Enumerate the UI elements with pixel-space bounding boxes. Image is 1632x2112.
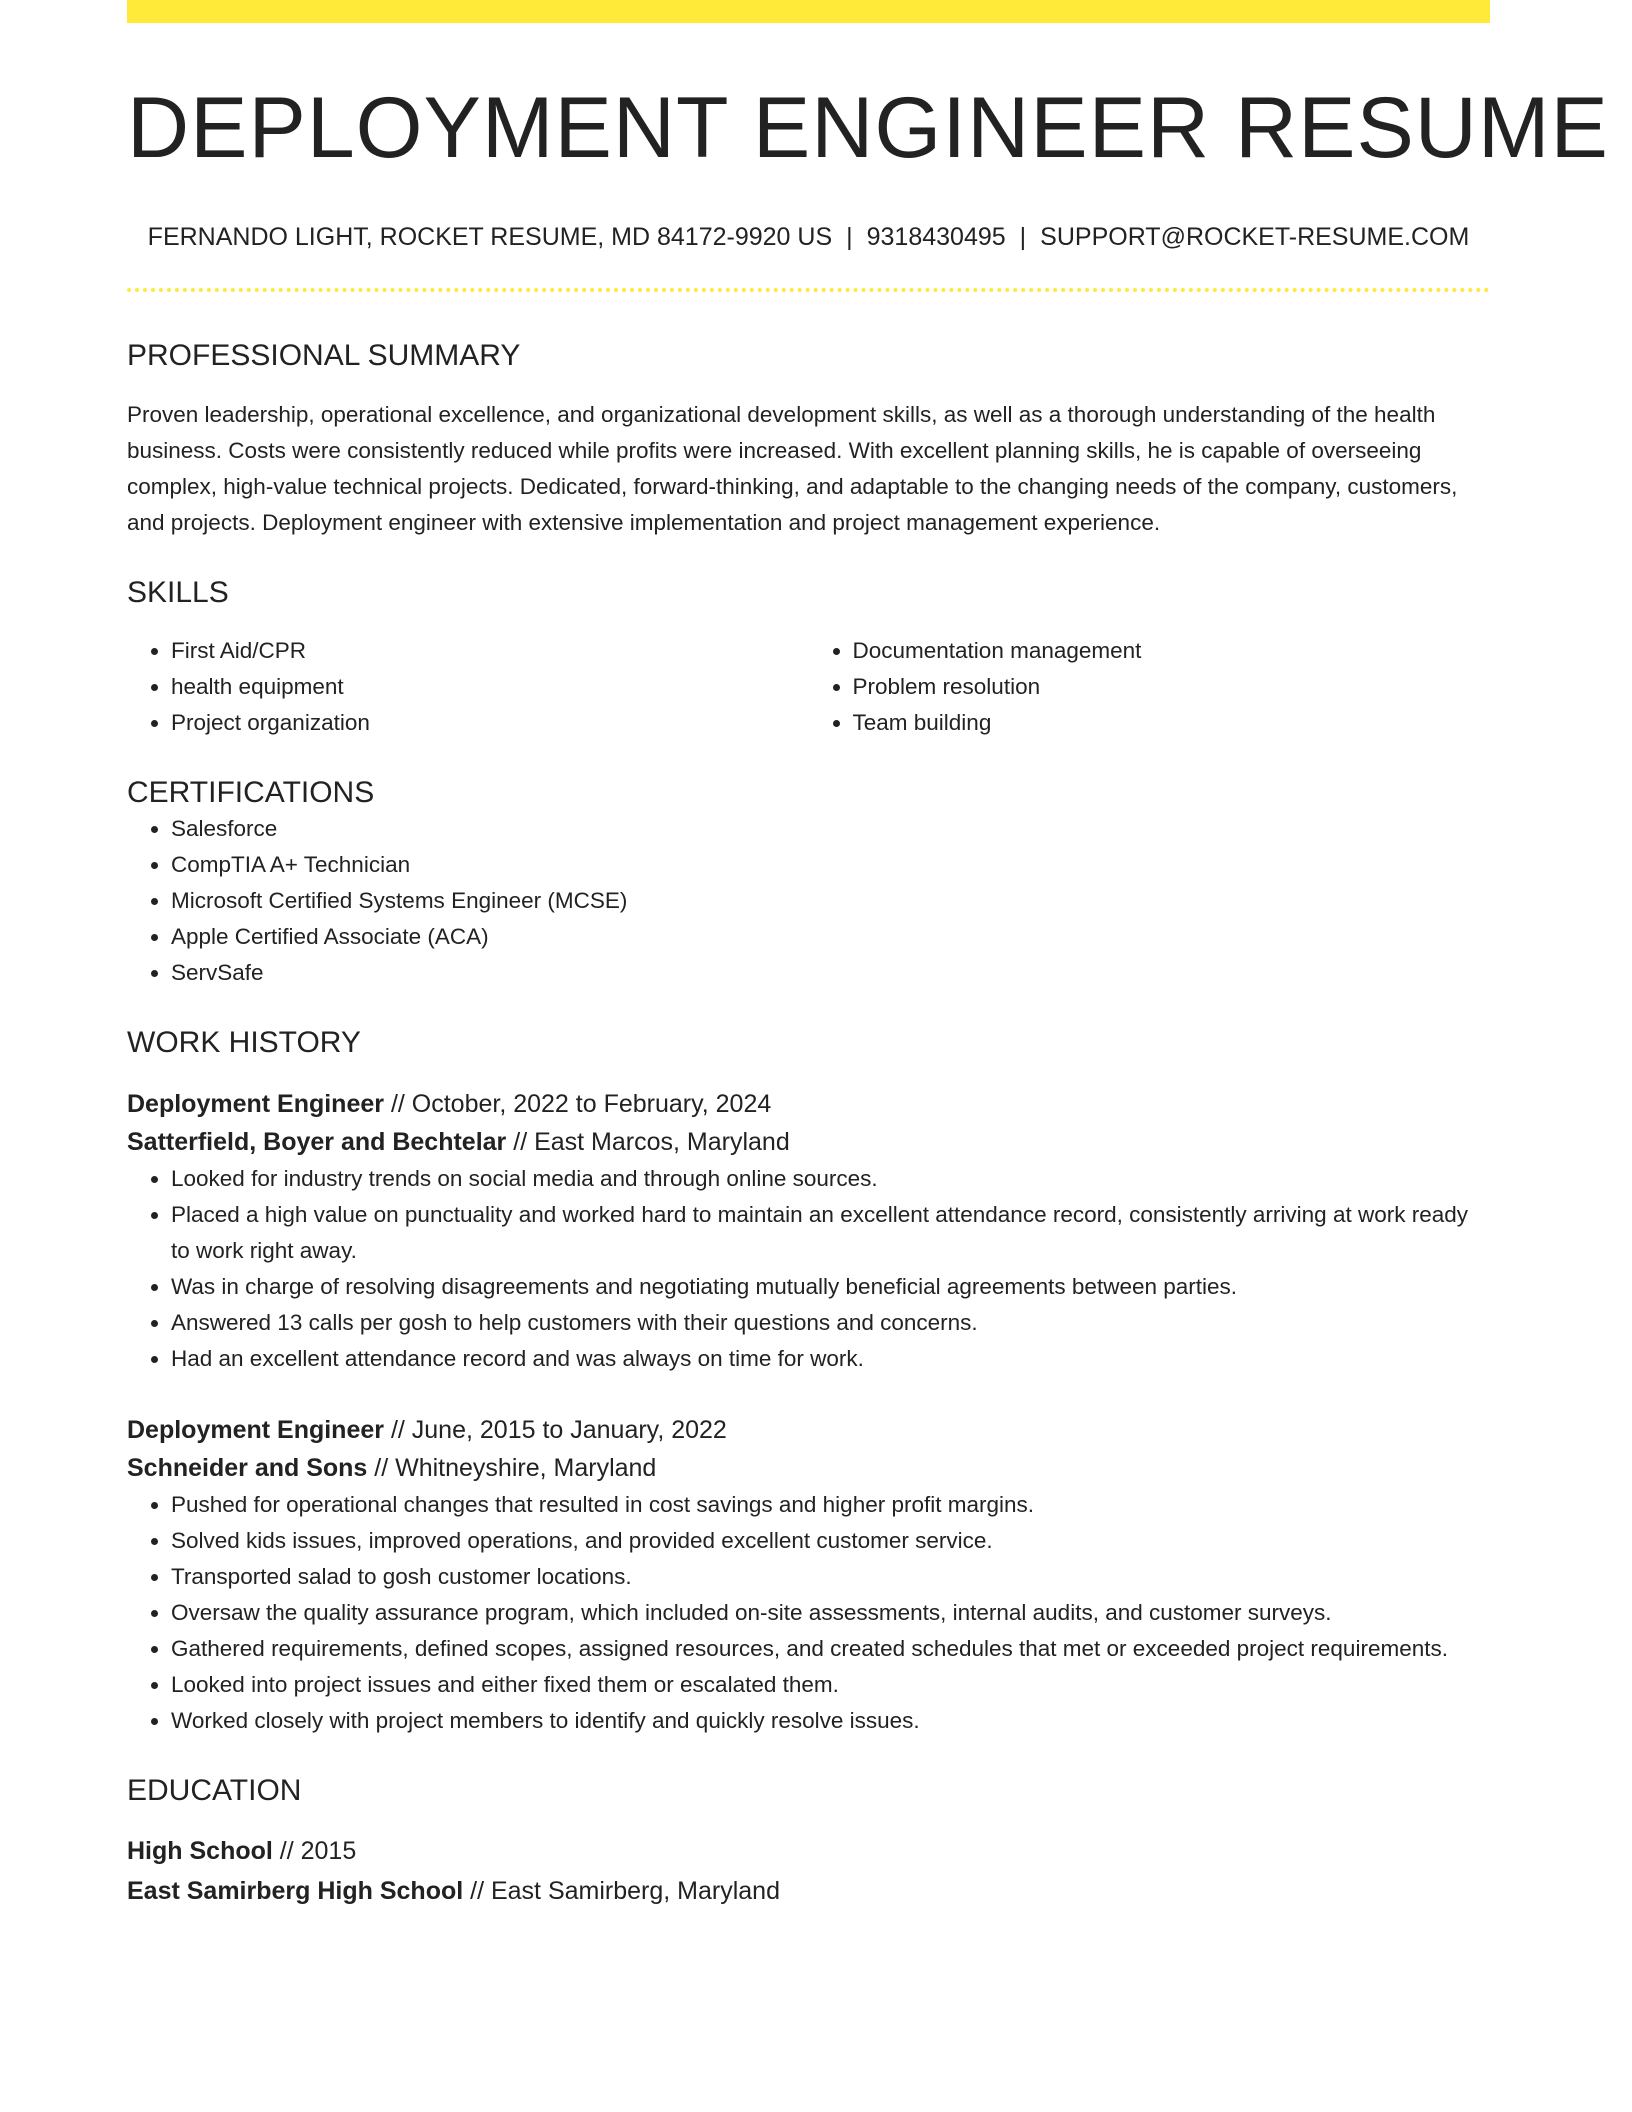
resume-title: DEPLOYMENT ENGINEER RESUME: [127, 80, 1609, 176]
job-dates: // October, 2022 to February, 2024: [384, 1089, 772, 1118]
education-entry: [127, 1831, 1490, 1911]
job-duty: • Looked into project issues and either fixed them or escalated them.: [171, 1667, 1490, 1703]
job-company-line: [127, 1123, 1490, 1161]
job-duty: • Placed a high value on punctuality and worked hard to maintain an excellent attendance record, consistently arriving at work ready to work right away.: [171, 1197, 1490, 1269]
section-heading-work-history: WORK HISTORY: [127, 1025, 361, 1059]
contact-separator: |: [846, 222, 853, 251]
job-title-line: [127, 1411, 1490, 1449]
skills-columns: [127, 633, 1490, 741]
job-entry: [127, 1085, 1490, 1377]
skill-item: • First Aid/CPR: [171, 633, 809, 669]
job-dates: // June, 2015 to January, 2022: [384, 1415, 727, 1444]
contact-address: FERNANDO LIGHT, ROCKET RESUME, MD 84172-9920 US: [147, 222, 833, 251]
skill-item: • Documentation management: [853, 633, 1491, 669]
contact-separator: |: [1019, 222, 1027, 251]
job-company: Schneider and Sons: [127, 1453, 368, 1482]
education-location: // East Samirberg, Maryland: [463, 1876, 780, 1905]
education-degree: High School: [127, 1836, 273, 1865]
skills-list-left: [127, 633, 809, 741]
job-duty: • Solved kids issues, improved operations, and provided excellent customer service.: [171, 1523, 1490, 1559]
contact-email: SUPPORT@ROCKET-RESUME.COM: [1040, 222, 1470, 251]
job-entry: [127, 1411, 1490, 1739]
job-duty: • Transported salad to gosh customer locations.: [171, 1559, 1490, 1595]
job-location: // East Marcos, Maryland: [506, 1127, 790, 1156]
job-duty: • Was in charge of resolving disagreements and negotiating mutually beneficial agreements between parties.: [171, 1269, 1490, 1305]
contact-phone: 9318430495: [866, 222, 1006, 251]
certification-item: • Apple Certified Associate (ACA): [171, 919, 1490, 955]
education-school-line: [127, 1871, 1490, 1911]
skill-item: • Problem resolution: [853, 669, 1491, 705]
education-degree-line: [127, 1831, 1490, 1871]
section-heading-certifications: CERTIFICATIONS: [127, 775, 375, 809]
skill-item: • Team building: [853, 705, 1491, 741]
contact-line: [127, 222, 1490, 252]
resume-page: [127, 0, 1609, 1911]
job-duty: • Oversaw the quality assurance program, which included on-site assessments, internal audits, and customer surveys.: [171, 1595, 1490, 1631]
section-heading-education: EDUCATION: [127, 1773, 302, 1807]
job-company-line: [127, 1449, 1490, 1487]
certification-item: • ServSafe: [171, 955, 1490, 991]
job-duties-list: [127, 1487, 1490, 1739]
summary-text: Proven leadership, operational excellence, and organizational development skills, as well as a thorough understanding of the health business. Costs were consistently reduced while profits were increased. With excellent planning skills, he is capable of overseeing complex, high-value technical projects. Dedicated, forward-thinking, and adaptable to the changing needs of the company, customers, and projects. Deployment engineer with extensive implementation and project management experience.: [127, 401, 1458, 535]
job-duty: • Gathered requirements, defined scopes, assigned resources, and created schedules that met or exceeded project requirements.: [171, 1631, 1490, 1667]
job-duty: • Looked for industry trends on social media and through online sources.: [171, 1161, 1490, 1197]
job-company: Satterfield, Boyer and Bechtelar: [127, 1127, 507, 1156]
section-heading-skills: SKILLS: [127, 575, 229, 609]
job-duty: • Pushed for operational changes that resulted in cost savings and higher profit margins.: [171, 1487, 1490, 1523]
dotted-divider: [127, 288, 1490, 292]
education-year: // 2015: [272, 1836, 357, 1865]
job-title: Deployment Engineer: [127, 1089, 384, 1118]
skill-item: • health equipment: [171, 669, 809, 705]
job-duty: • Worked closely with project members to identify and quickly resolve issues.: [171, 1703, 1490, 1739]
job-title: Deployment Engineer: [127, 1415, 384, 1444]
job-title-line: [127, 1085, 1490, 1123]
certification-item: • Microsoft Certified Systems Engineer (MCSE): [171, 883, 1490, 919]
certification-item: • CompTIA A+ Technician: [171, 847, 1490, 883]
skill-item: • Project organization: [171, 705, 809, 741]
job-duty: • Had an excellent attendance record and was always on time for work.: [171, 1341, 1490, 1377]
certifications-list: [127, 811, 1490, 991]
education-school: East Samirberg High School: [127, 1876, 464, 1905]
job-duty: • Answered 13 calls per gosh to help customers with their questions and concerns.: [171, 1305, 1490, 1341]
section-heading-summary: PROFESSIONAL SUMMARY: [127, 338, 521, 372]
job-location: // Whitneyshire, Maryland: [367, 1453, 657, 1482]
top-accent-bar: [127, 0, 1490, 23]
skills-list-right: [809, 633, 1491, 741]
job-duties-list: [127, 1161, 1490, 1377]
certification-item: • Salesforce: [171, 811, 1490, 847]
